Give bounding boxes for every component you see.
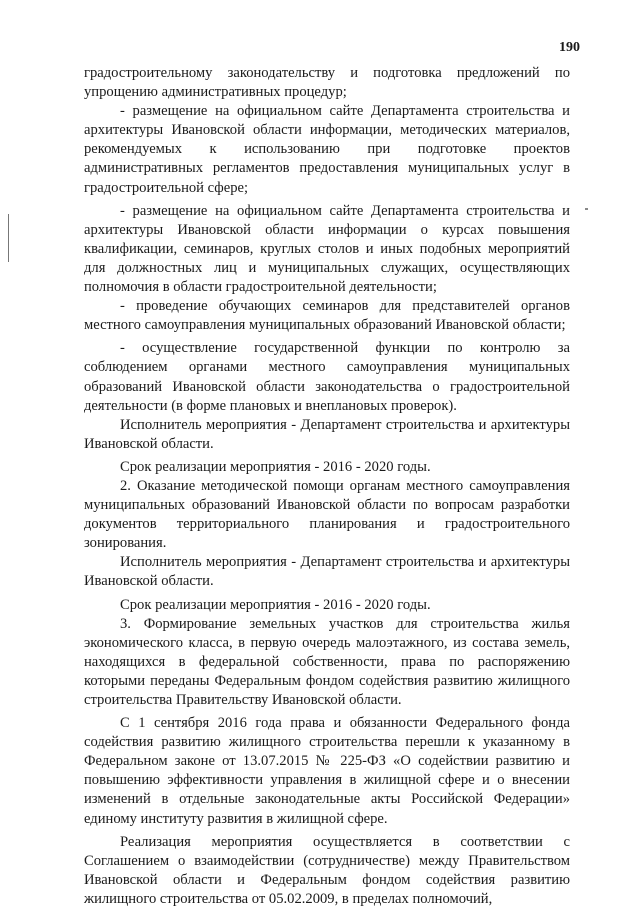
paragraph-list-item: - размещение на официальном сайте Департамента строительства и архитектуры Ивановской области информации о курсах повышения квалификации, семинаров, круглых столов и иных подобных мероприятий для должностных лиц и муниципальных служащих, осуществляющих полномочия в области градостроительной деятельности; xyxy=(84,202,570,296)
paragraph-measure: 3. Формирование земельных участков для строительства жилья экономического класса, в первую очередь малоэтажного, из состава земель, находящихся в федеральной собственности, права по распоряжению которыми переданы Федеральным фондом содействия развитию жилищного строительства Правительству Ивановской области. xyxy=(84,615,570,708)
paragraph-measure: 2. Оказание методической помощи органам местного самоуправления муниципальных образований Ивановской области по вопросам разработки документов территориального планирования и градостроительного зонирования. xyxy=(84,477,570,552)
paragraph-executor: Исполнитель мероприятия - Департамент строительства и архитектуры Ивановской области. xyxy=(84,416,570,452)
paragraph-list-item: - размещение на официальном сайте Департамента строительства и архитектуры Ивановской области информации, методических материалов, рекомендуемых к использованию при подготовке проектов административных регламентов предоставления муниципальных услуг в градостроительной сфере; xyxy=(84,103,570,196)
paragraph-body: С 1 сентября 2016 года права и обязанности Федерального фонда содействия развитию жилищного строительства перешли к указанному в Федеральном законе от 13.07.2015 № 225-ФЗ «О содействии развитию и повышению эффективности управления в жилищной сфере и о внесении изменений в отдельные законодательные акты Российской Федерации» единому институту развития в жилищной сфере. xyxy=(84,715,570,827)
document-body xyxy=(84,64,570,909)
scan-margin-line xyxy=(8,214,9,262)
paragraph-deadline: Срок реализации мероприятия - 2016 - 2020 годы. xyxy=(120,596,431,613)
paragraph-continuation: градостроительному законодательству и подготовка предложений по упрощению административных процедур; xyxy=(84,65,570,101)
page-number: 190 xyxy=(559,40,580,55)
paragraph-executor: Исполнитель мероприятия - Департамент строительства и архитектуры Ивановской области. xyxy=(84,554,570,590)
paragraph-list-item: - осуществление государственной функции по контролю за соблюдением органами местного самоуправления муниципальных образований Ивановской области законодательства о градостроительной деятельности (в форме плановых и внеплановых проверок). xyxy=(84,340,570,414)
paragraph-deadline: Срок реализации мероприятия - 2016 - 2020 годы. xyxy=(120,458,431,475)
paragraph-list-item: - проведение обучающих семинаров для представителей органов местного самоуправления муниципальных образований Ивановской области; xyxy=(84,298,570,334)
scan-speck xyxy=(585,208,588,210)
paragraph-body: Реализация мероприятия осуществляется в соответствии с Соглашением о взаимодействии (сотрудничестве) между Правительством Ивановской области и Федеральным фондом содействия развитию жилищного строительства от 05.02.2009, в пределах полномочий, xyxy=(84,833,570,907)
